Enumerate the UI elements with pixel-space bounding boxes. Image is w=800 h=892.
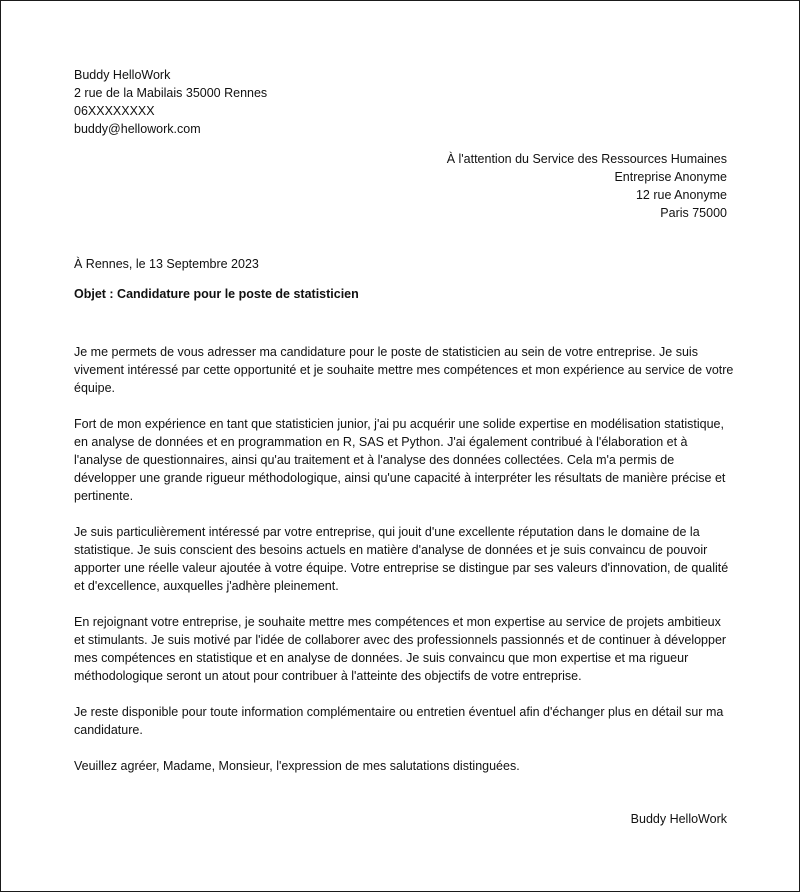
sender-address: 2 rue de la Mabilais 35000 Rennes [74, 86, 268, 100]
body-paragraph: Je me permets de vous adresser ma candidature pour le poste de statisticien au sein de votre entreprise. Je suis vivement intéressé par cette opportunité et je souhaite mettre mes compétences et mon expérience au service de votre équipe. [74, 345, 734, 395]
sender-block [74, 66, 474, 138]
sender-name: Buddy HelloWork [74, 68, 171, 82]
body-paragraph: En rejoignant votre entreprise, je souhaite mettre mes compétences et mon expertise au service de projets ambitieux et stimulants. Je suis motivé par l'idée de collaborer avec des professionnels passionnés et de continuer à développer mes compétences en statistique et en analyse de données. Je suis convaincu que mon expertise et ma rigueur méthodologique seront un atout pour contribuer à l'atteinte des objectifs de votre entreprise. [74, 615, 727, 683]
body-paragraph: Je reste disponible pour toute information complémentaire ou entretien éventuel afin d'échanger plus en détail sur ma candidature. [74, 705, 724, 737]
date-line: À Rennes, le 13 Septembre 2023 [74, 257, 259, 271]
signature: Buddy HelloWork [630, 812, 727, 826]
closing-paragraph: Veuillez agréer, Madame, Monsieur, l'expression de mes salutations distinguées. [74, 759, 520, 773]
recipient-city: Paris 75000 [660, 206, 727, 220]
sender-email: buddy@hellowork.com [74, 122, 201, 136]
sender-phone: 06XXXXXXXX [74, 104, 155, 118]
recipient-block [307, 150, 727, 222]
body-paragraph: Fort de mon expérience en tant que statisticien junior, j'ai pu acquérir une solide expertise en modélisation statistique, en analyse de données et en programmation en R, SAS et Python. J'ai également contribué à l'élaboration et à l'analyse de questionnaires, ainsi qu'au traitement et à l'analyse des données collectées. Cela m'a permis de développer une grande rigueur méthodologique, ainsi qu'une capacité à interpréter les résultats de manière précise et pertinente. [74, 417, 726, 503]
recipient-company: Entreprise Anonyme [614, 170, 727, 184]
recipient-street: 12 rue Anonyme [635, 188, 727, 202]
recipient-attention: À l'attention du Service des Ressources Humaines [446, 152, 727, 166]
body-paragraph: Je suis particulièrement intéressé par votre entreprise, qui jouit d'une excellente réputation dans le domaine de la statistique. Je suis conscient des besoins actuels en matière d'analyse de données et je suis convaincu de pouvoir apporter une réelle valeur ajoutée à votre équipe. Votre entreprise se distingue par ses valeurs d'innovation, de qualité et d'excellence, auxquelles j'adhère pleinement. [74, 525, 729, 593]
letter-body [74, 343, 734, 793]
subject-line: Objet : Candidature pour le poste de statisticien [74, 287, 359, 301]
